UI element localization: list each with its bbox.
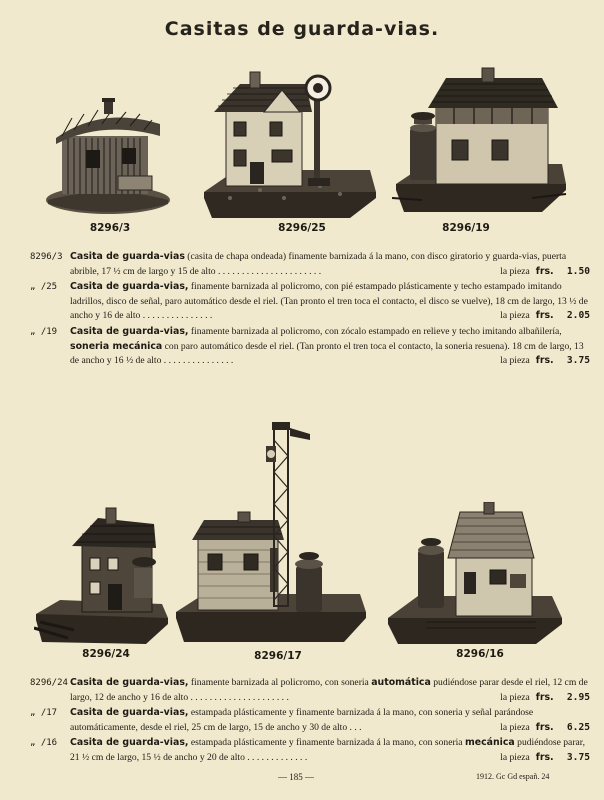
entry-currency: frs. [535,691,554,703]
entry-name: Casita de guarda-vias, [70,737,189,749]
entry-number: „ /25 [30,282,58,293]
entry-text: pudiéndose parar desde el riel, 12 cm de largo, 12 de ancho y 16 de alto . . . . . . . . . . . . . . . . . . . . . [70,677,588,703]
entry-price [500,265,590,280]
figure-8296-25-cottage [200,66,380,222]
entries-bottom [30,676,590,767]
figure-8296-3-hut [42,88,174,218]
catalog-entry [30,280,590,324]
entry-text: con paro automático desde el riel. (Tan pronto el tren toca el contacto, la soneria resuena). 18 cm de largo, 13 de ancho y 16 ½ de alto . . . . . . . . . . . . . . . [70,340,584,367]
entry-name: Casita de guarda-vias, [70,281,189,293]
entry-keyword: mecánica [464,737,515,749]
entry-price [500,309,590,324]
entry-number: „ /19 [30,326,58,337]
entry-currency: frs. [535,721,554,733]
entry-number: 8296/24 [30,678,68,688]
entry-text: (casita de chapa ondeada) finamente barnizada á la mano, con disco giratorio y guarda-vias, puerta abrible, 17 ½ cm de largo y 15 de alto . . . . . . . . . . . . . . . . . . . . . . [70,251,567,277]
entry-currency: frs. [535,355,554,367]
entry-text: finamente barnizada al policromo, con zócalo estampado en relieve y techo imitando albañilería, [188,325,562,337]
entry-text: pudiéndose parar, 21 ½ cm de largo, 15 ½ de ancho y 20 de alto . . . . . . . . . . . . . [70,737,585,763]
entry-price [500,691,590,706]
entry-number: 8296/3 [30,252,63,262]
entry-name: Casita de guarda-vias, [70,677,189,688]
entry-currency: frs. [535,310,554,322]
catalog-entry [30,325,590,369]
entry-unit: la pieza [500,751,530,763]
entry-amount: 2.05 [566,310,590,322]
figure-label: 8296/25 [278,222,326,234]
figure-8296-17-signal-house [174,420,370,648]
page-title: Casitas de guarda-vias. [164,18,440,40]
figure-label: 8296/24 [82,648,130,660]
entry-unit: la pieza [500,265,530,277]
entry-currency: frs. [535,751,554,763]
catalog-entry [30,250,590,279]
entry-price [500,354,590,369]
catalog-entry [30,736,590,765]
figure-label: 8296/3 [89,222,131,234]
entry-keyword: soneria mecánica [70,340,163,352]
figure-label: 8296/16 [456,648,504,660]
figure-8296-16-cottage [386,502,566,646]
entry-unit: la pieza [500,691,530,703]
page-number: — 185 — [278,772,314,782]
entry-text: estampada plásticamente y finamente barnizada á la mano, con soneria y señal parándose automáticamente, desde el riel, 25 cm de largo, 15 de ancho y 30 de alto . . . [70,707,534,733]
entry-amount: 1.50 [566,265,590,277]
figure-8296-19-house [392,66,568,216]
entry-price [500,721,590,736]
entry-name: Casita de guarda-vias, [70,707,189,719]
entry-name: Casita de guarda-vias [70,251,185,262]
entry-text: estampada plásticamente y finamente barnizada á la mano, con soneria [188,737,465,749]
figure-label: 8296/19 [442,222,490,234]
entry-number: „ /17 [30,708,58,719]
entry-amount: 3.75 [566,355,590,367]
catalog-entry [30,676,590,705]
entry-text: finamente barnizada al policromo, con soneria [188,677,372,688]
catalog-code: 1912. Gc Gd españ. 24 [476,772,550,781]
entry-name: Casita de guarda-vias, [70,325,189,337]
entry-unit: la pieza [500,355,530,367]
figure-8296-24-house [34,504,174,644]
entry-currency: frs. [535,265,554,277]
catalog-entry [30,706,590,735]
entry-amount: 2.95 [566,691,590,703]
entry-unit: la pieza [500,310,530,322]
entry-amount: 6.25 [566,721,590,733]
entry-unit: la pieza [500,721,530,733]
entries-top [30,250,590,370]
figure-label: 8296/17 [254,650,302,662]
entry-text: finamente barnizada al policromo, con pié estampado plásticamente y techo estampado imitando ladrillos, disco de señal, paro automático desde el riel. (Tan pronto el tren toca el contacto, el disco se vuelve), 18 cm de largo, 13 ½ de ancho y 16 de alto . . . . . . . . . . . . . . . [70,281,588,322]
entry-keyword: automática [371,677,431,688]
entry-amount: 3.75 [566,751,590,763]
entry-number: „ /16 [30,738,58,749]
entry-price [500,751,590,766]
